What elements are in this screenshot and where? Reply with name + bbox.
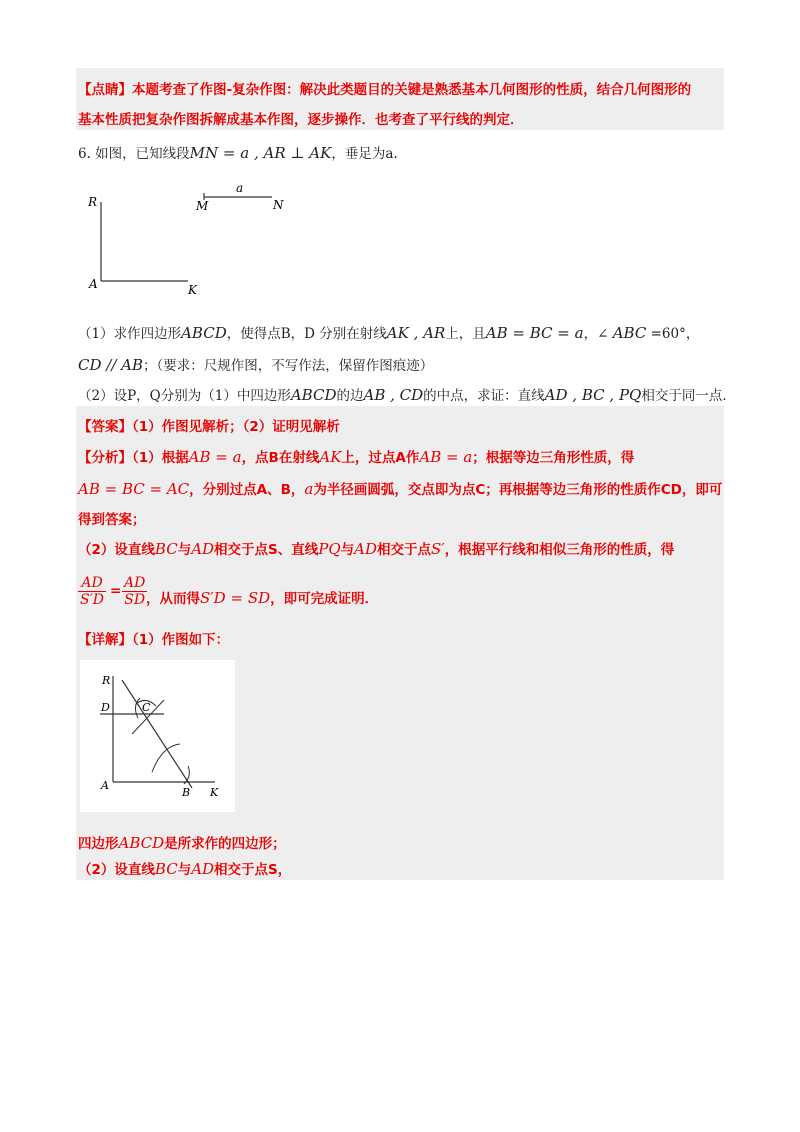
label-M: M [196,199,209,213]
text: 是所求作的四边形； [164,836,286,852]
detail-line-2 [78,858,291,878]
math: AB = a [419,448,473,466]
problem-intro [78,142,398,162]
math: AB = BC = a [485,324,584,342]
answer-line: 【答案】（1）作图见解析；（2）证明见解析 [78,419,340,435]
math: MN [189,144,219,162]
text: 6. 如图，已知线段 [78,146,190,162]
question-1-line-2 [78,354,433,374]
analysis-line-3: 得到答案； [78,512,146,528]
question-2 [78,384,736,404]
label-C: C [142,701,151,714]
label-A: A [101,779,109,792]
math: AD [191,860,215,878]
math: BC [154,540,178,558]
text: 四边形 [78,836,119,852]
analysis-line-5 [146,587,378,607]
text: 与 [177,862,192,878]
text: ；根据等边三角形性质，得 [472,450,635,466]
analysis-line-1 [78,446,634,466]
math: BC [581,386,605,404]
label-A: A [89,277,98,291]
detail-label: 【详解】（1）作图如下： [78,632,230,648]
fraction-1 [78,575,106,608]
label-R: R [88,195,98,209]
math: = a , [218,144,264,162]
math: AK [386,324,409,342]
analysis-line-2 [78,478,722,498]
math: a [304,480,314,498]
math: , [567,386,582,404]
figure-given [80,180,300,300]
math: , [604,386,619,404]
text: （2）设P，Q分别为（1）中四边形 [78,388,291,404]
text: =60°， [646,326,700,342]
text: ；（要求：尺规作图，不写作法，保留作图痕迹） [143,358,434,374]
math: AK [319,448,342,466]
text: 为半径画圆弧，交点即为点C；再根据等边三角形的性质作CD，即可 [313,482,723,498]
text: （2）设直线 [78,542,155,558]
numerator: AD [78,575,106,592]
text: 的中点，求证：直线 [423,388,545,404]
math: ABC [612,324,647,342]
text: ，垂足为a. [331,146,398,162]
text: 的边 [336,388,364,404]
math: AD [354,540,378,558]
text: 与 [177,542,192,558]
math: CD // AB [78,356,144,374]
math: ABCD [181,324,227,342]
text: ，分别过点A、B， [189,482,305,498]
text: ，∠ [583,326,613,342]
figure-construction [80,660,235,812]
text: 相交于点S， [214,862,292,878]
math: AD [544,386,568,404]
label-K: K [210,786,219,799]
math: , [385,386,400,404]
comment-line-2: 基本性质把复杂作图拆解成基本作图，逐步操作．也考查了平行线的判定． [78,112,524,128]
label-D: D [101,701,110,714]
math: AB [363,386,386,404]
math: S′ [431,540,445,558]
text: （2）设直线 [78,862,155,878]
text: 相交于点S、直线 [214,542,319,558]
math: ABCD [118,834,165,852]
text: ，根据平行线和相似三角形的性质，得 [444,542,675,558]
math: PQ [318,540,341,558]
label-R: R [102,674,111,687]
label-B: B [182,786,191,799]
comment-line-1: 【点睛】本题考查了作图-复杂作图：解决此类题目的关键是熟悉基本几何图形的性质，结合几何图形的 [78,82,692,98]
label-K: K [188,283,197,297]
text: ，从而得 [146,591,200,607]
math: AR [423,324,446,342]
fraction-2 [122,575,147,608]
detail-line-1 [78,832,286,852]
text: 与 [340,542,355,558]
text: 【分析】（1）根据 [78,450,189,466]
text: 上，过点A作 [341,450,420,466]
math: AR ⊥ AK [263,144,332,162]
text: ，点B在射线 [241,450,320,466]
analysis-line-4 [78,538,674,558]
equals-sign: = [110,583,122,599]
math: CD [399,386,424,404]
math: S′D = SD [200,589,271,607]
math: AB = BC = AC [78,480,190,498]
math: AB = a [188,448,242,466]
denominator: SD [124,592,146,608]
math: PQ [618,386,642,404]
math: BC [154,860,178,878]
denominator: S′D [80,592,104,608]
text: 相交于同一点． [641,388,736,404]
question-1-line-1 [78,322,699,342]
math: , [408,324,424,342]
math: AD [191,540,215,558]
numerator: AD [124,575,146,591]
text: 相交于点 [377,542,432,558]
label-N: N [273,198,284,212]
label-a: a [236,181,244,195]
text: ，使得点B，D 分别在射线 [226,326,387,342]
text: 上，且 [445,326,486,342]
text: （1）求作四边形 [78,326,182,342]
text: ，即可完成证明． [270,591,379,607]
math: ABCD [290,386,337,404]
